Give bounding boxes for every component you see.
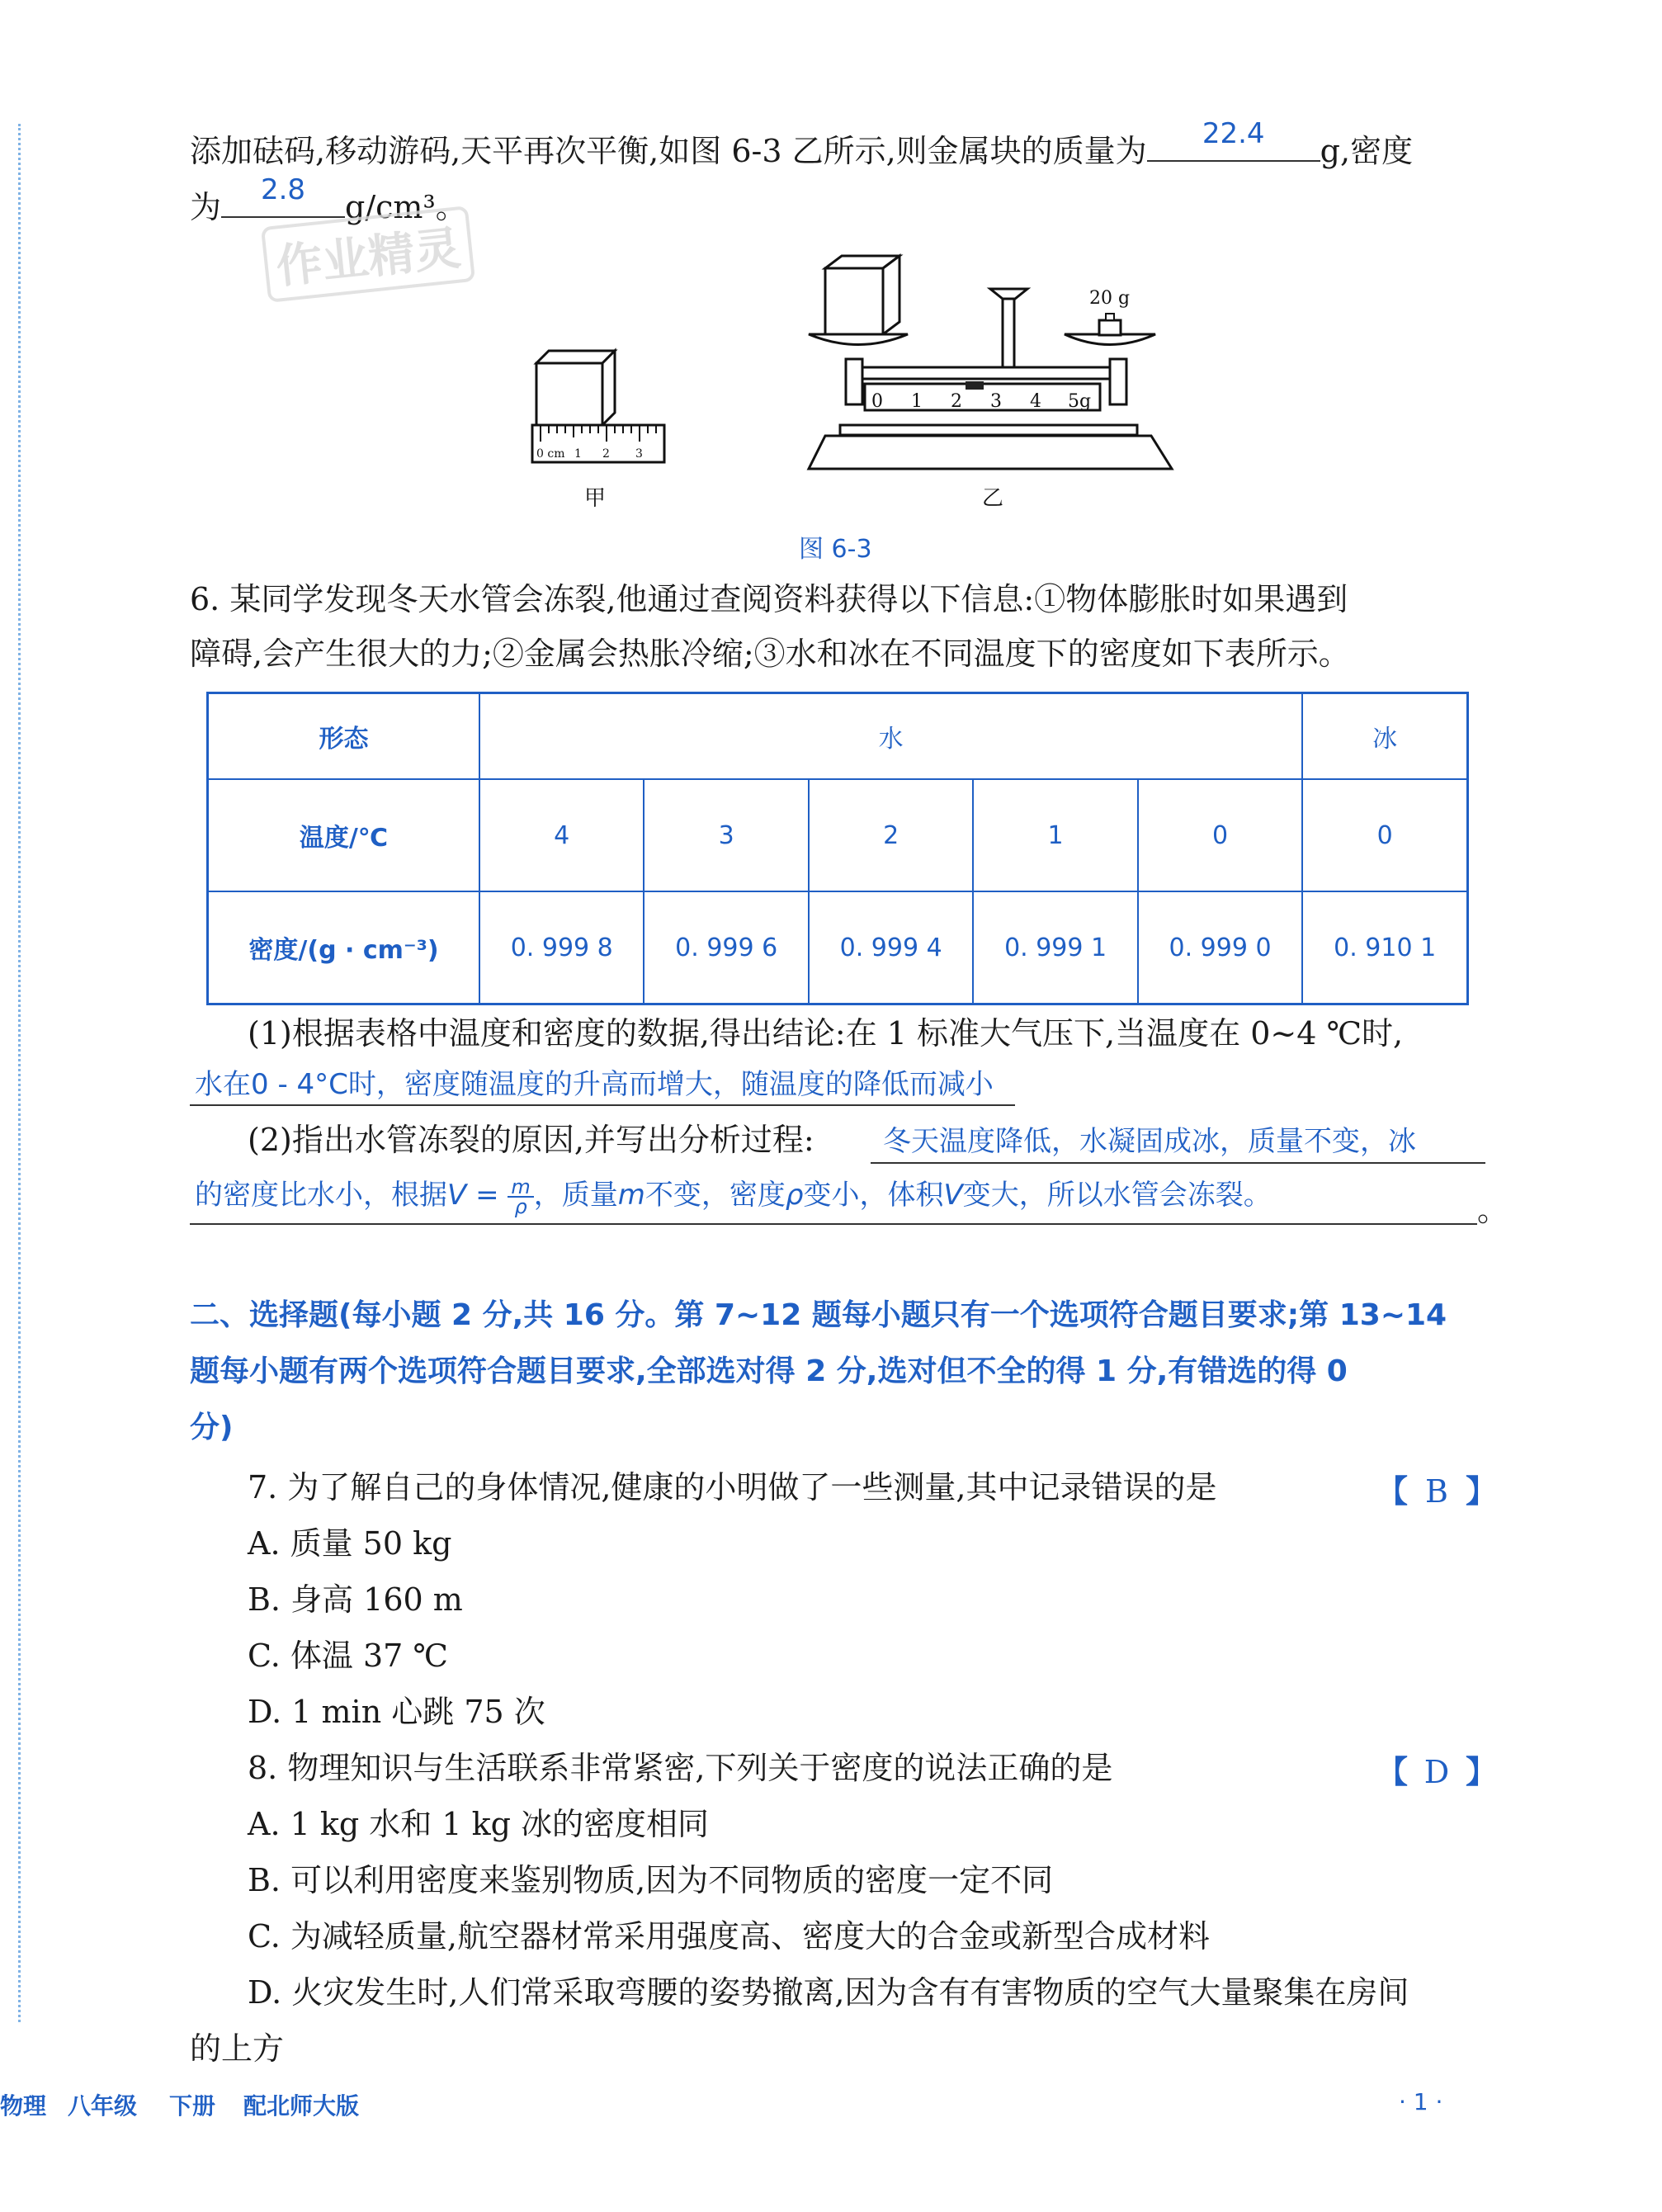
figure-caption: 图 6-3 (799, 535, 872, 564)
q8-option-a: A. 1 kg 水和 1 kg 冰的密度相同 (248, 1806, 710, 1842)
section2-line3: 分) (190, 1411, 234, 1444)
q7-option-a: A. 质量 50 kg (248, 1525, 452, 1562)
scale-3: 3 (990, 391, 1002, 412)
q7-option-b: B. 身高 160 m (248, 1581, 463, 1618)
density-blank[interactable] (221, 173, 345, 218)
footer-subject: 物理 (0, 2092, 47, 2120)
mass-answer: 22.4 (1202, 117, 1265, 150)
q7-option-d: D. 1 min 心跳 75 次 (248, 1694, 545, 1730)
table-header-density: 密度/(g · cm⁻³) (208, 891, 480, 1004)
weight-20g-label: 20 g (1089, 288, 1131, 309)
q5-line2: 为 2.8 g/cm³。 (190, 180, 467, 229)
table-header-temperature: 温度/℃ (208, 779, 480, 891)
footer-grade: 八年级 (68, 2092, 138, 2120)
density-cell: 0. 999 8 (479, 891, 644, 1004)
figure-label-yi: 乙 (982, 486, 1004, 511)
footer-edition: 配北师大版 (243, 2092, 360, 2120)
ruler-label-0: 0 cm (536, 447, 565, 461)
q8-option-d-cont: 的上方 (190, 2030, 285, 2067)
balance-scale (809, 256, 1172, 511)
q6-part2-answer-line1[interactable]: 冬天温度降低，水凝固成冰，质量不变，冰 (883, 1125, 1416, 1158)
scale-2: 2 (951, 391, 962, 412)
q6-part1-text: (1)根据表格中温度和密度的数据,得出结论:在 1 标准大气压下,当温度在 0~4 ℃时, (248, 1015, 1404, 1052)
density-cell: 0. 999 4 (809, 891, 973, 1004)
q8-answer-bracket[interactable]: 【 D 】 (1376, 1754, 1498, 1790)
q7-answer: B (1425, 1473, 1448, 1510)
q6-part2-answer-line2[interactable]: 的密度比水小，根据V = $\frac{m}{\rho}$ ，质量m不变，密度ρ变小，体积V变大，所以水管会冻裂。 (195, 1175, 1272, 1218)
q8-answer: D (1424, 1754, 1450, 1790)
watermark-logo: 作业精灵 (261, 206, 475, 303)
q7-option-c: C. 体温 37 ℃ (248, 1638, 448, 1674)
page-number: · 1 · (1399, 2088, 1443, 2115)
density-answer: 2.8 (260, 173, 306, 206)
figure-6-3 (495, 248, 1238, 528)
density-cell: 0. 999 1 (973, 891, 1137, 1004)
density-cell: 0. 910 1 (1302, 891, 1467, 1004)
answer-rule (190, 1104, 1015, 1106)
binding-dots (18, 124, 26, 2022)
section2-line2: 题每小题有两个选项符合题目要求,全部选对得 2 分,选对但不全的得 1 分,有错选的得 0 (190, 1354, 1348, 1388)
density-table (206, 692, 1469, 1005)
temp-cell: 2 (809, 779, 973, 891)
q8-stem: 8. 物理知识与生活联系非常紧密,下列关于密度的说法正确的是 (248, 1750, 1113, 1786)
table-cell-water: 水 (479, 693, 1302, 780)
ruler-label-2: 2 (602, 447, 610, 461)
q8-option-d: D. 火灾发生时,人们常采取弯腰的姿势撤离,因为含有有害物质的空气大量聚集在房间 (248, 1974, 1409, 2011)
section2-line1: 二、选择题(每小题 2 分,共 16 分。第 7~12 题每小题只有一个选项符合题目要求;第 13~14 (190, 1298, 1447, 1332)
temp-cell: 0 (1302, 779, 1467, 891)
q6-part2-end: 。 (1477, 1192, 1509, 1228)
q6-part1-answer[interactable]: 水在0 - 4°C时，密度随温度的升高而增大，随温度的降低而减小 (195, 1068, 994, 1101)
table-cell-ice: 冰 (1302, 693, 1467, 780)
q8-option-c: C. 为减轻质量,航空器材常采用强度高、密度大的合金或新型合成材料 (248, 1918, 1210, 1954)
density-cell: 0. 999 0 (1138, 891, 1302, 1004)
formula-fraction: $\frac{m}{\rho}$ (508, 1178, 533, 1216)
q7-answer-bracket[interactable]: 【 B 】 (1376, 1473, 1498, 1510)
q6-stem-line2: 障碍,会产生很大的力;②金属会热胀冷缩;③水和冰在不同温度下的密度如下表所示。 (190, 636, 1350, 672)
temp-cell: 3 (644, 779, 808, 891)
answer-rule (190, 1223, 1477, 1225)
temp-cell: 0 (1138, 779, 1302, 891)
footer-term: 下册 (169, 2092, 216, 2120)
scale-5g: 5g (1068, 391, 1092, 412)
scale-4: 4 (1030, 391, 1041, 412)
temp-cell: 1 (973, 779, 1137, 891)
q7-stem: 7. 为了解自己的身体情况,健康的小明做了一些测量,其中记录错误的是 (248, 1469, 1217, 1505)
q6-stem-line1: 6. 某同学发现冬天水管会冻裂,他通过查阅资料获得以下信息:①物体膨胀时如果遇到 (190, 581, 1348, 617)
cube-on-ruler (532, 351, 664, 511)
ruler-label-3: 3 (635, 447, 643, 461)
mass-blank[interactable] (1147, 117, 1320, 162)
q5-line1: 添加砝码,移动游码,天平再次平衡,如图 6-3 乙所示,则金属块的质量为 22.4 g,密度 (190, 124, 1413, 173)
scale-1: 1 (911, 391, 923, 412)
q8-option-b: B. 可以利用密度来鉴别物质,因为不同物质的密度一定不同 (248, 1862, 1054, 1898)
figure-label-jia: 甲 (584, 486, 607, 511)
scale-0: 0 (871, 391, 883, 412)
temp-cell: 4 (479, 779, 644, 891)
density-cell: 0. 999 6 (644, 891, 808, 1004)
ruler-label-1: 1 (574, 447, 582, 461)
table-header-state: 形态 (208, 693, 480, 780)
q6-part2-text: (2)指出水管冻裂的原因,并写出分析过程: (248, 1122, 814, 1158)
answer-rule (871, 1162, 1485, 1164)
